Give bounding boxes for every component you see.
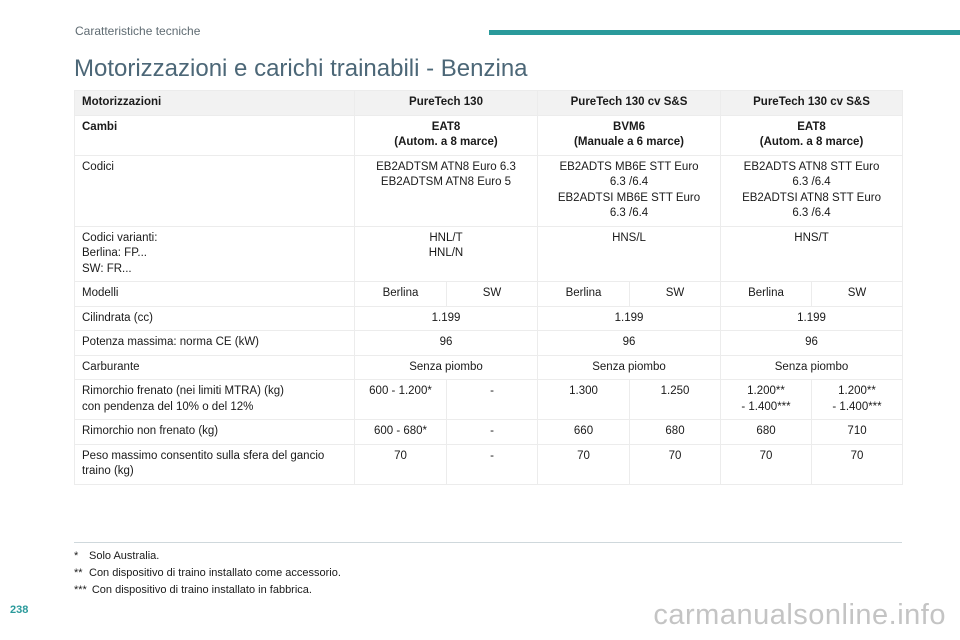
- table-cell: -: [447, 420, 538, 445]
- table-cell: PureTech 130: [355, 91, 538, 116]
- table-cell: EB2ADTS MB6E STT Euro 6.3 /6.4 EB2ADTSI MB6E STT Euro 6.3 /6.4: [538, 155, 721, 226]
- table-cell: -: [447, 444, 538, 484]
- table-cell: Senza piombo: [538, 355, 721, 380]
- table-row: [75, 306, 903, 331]
- table-cell: EB2ADTS ATN8 STT Euro 6.3 /6.4 EB2ADTSI ATN8 STT Euro 6.3 /6.4: [721, 155, 903, 226]
- table-cell: Berlina: [721, 282, 812, 307]
- table-header-row: [75, 91, 903, 116]
- table-cell: SW: [812, 282, 903, 307]
- table-cell: 96: [721, 331, 903, 356]
- footnote-symbol: ***: [74, 584, 87, 596]
- table-row: [75, 444, 903, 484]
- table-row: [75, 155, 903, 226]
- table-cell: SW: [447, 282, 538, 307]
- table-cell: 70: [812, 444, 903, 484]
- table-cell: Senza piombo: [355, 355, 538, 380]
- footnotes: [74, 548, 341, 599]
- table-row: [75, 115, 903, 155]
- table-cell: 600 - 680*: [355, 420, 447, 445]
- footnote-text: Solo Australia.: [89, 550, 160, 562]
- table-row: [75, 380, 903, 420]
- table-cell: 1.250: [630, 380, 721, 420]
- table-cell: -: [447, 380, 538, 420]
- table-cell: PureTech 130 cv S&S: [538, 91, 721, 116]
- table-row: [75, 226, 903, 282]
- footnote-item: [74, 565, 341, 582]
- footnote-item: [74, 548, 341, 565]
- table-cell: 1.199: [538, 306, 721, 331]
- table-cell: 680: [630, 420, 721, 445]
- specs-table: [74, 90, 903, 485]
- table-cell: 70: [721, 444, 812, 484]
- table-cell: 96: [355, 331, 538, 356]
- table-row: [75, 331, 903, 356]
- table-cell: 70: [355, 444, 447, 484]
- table-cell: SW: [630, 282, 721, 307]
- table-cell: EAT8 (Autom. a 8 marce): [721, 115, 903, 155]
- table-cell: EAT8 (Autom. a 8 marce): [355, 115, 538, 155]
- table-cell: HNS/T: [721, 226, 903, 282]
- table-cell: 70: [538, 444, 630, 484]
- page-number: 238: [10, 604, 29, 616]
- table-cell: 70: [630, 444, 721, 484]
- row-label: Motorizzazioni: [75, 91, 355, 116]
- table-row: [75, 355, 903, 380]
- table-cell: Berlina: [355, 282, 447, 307]
- footnote-text: Con dispositivo di traino installato in fabbrica.: [91, 584, 312, 596]
- row-label: Cilindrata (cc): [75, 306, 355, 331]
- table-cell: Senza piombo: [721, 355, 903, 380]
- table-row: [75, 420, 903, 445]
- row-label: Modelli: [75, 282, 355, 307]
- row-label: Cambi: [75, 115, 355, 155]
- section-title: Caratteristiche tecniche: [75, 24, 201, 38]
- footnote-divider: [74, 542, 902, 543]
- row-label: Codici: [75, 155, 355, 226]
- table-cell: 1.199: [355, 306, 538, 331]
- table-cell: HNS/L: [538, 226, 721, 282]
- table-cell: Berlina: [538, 282, 630, 307]
- footnote-text: Con dispositivo di traino installato come accessorio.: [89, 567, 341, 579]
- table-cell: 710: [812, 420, 903, 445]
- footnote-symbol: *: [74, 550, 79, 562]
- table-cell: 660: [538, 420, 630, 445]
- table-cell: EB2ADTSM ATN8 Euro 6.3 EB2ADTSM ATN8 Euro 5: [355, 155, 538, 226]
- table-cell: BVM6 (Manuale a 6 marce): [538, 115, 721, 155]
- row-label: Codici varianti: Berlina: FP... SW: FR...: [75, 226, 355, 282]
- table-cell: 1.199: [721, 306, 903, 331]
- row-label: Potenza massima: norma CE (kW): [75, 331, 355, 356]
- table-cell: 1.300: [538, 380, 630, 420]
- table-cell: 600 - 1.200*: [355, 380, 447, 420]
- table-cell: 680: [721, 420, 812, 445]
- table-cell: 1.200** - 1.400***: [721, 380, 812, 420]
- table-cell: 96: [538, 331, 721, 356]
- row-label: Peso massimo consentito sulla sfera del gancio traino (kg): [75, 444, 355, 484]
- table-row: [75, 282, 903, 307]
- watermark: carmanualsonline.info: [653, 599, 946, 631]
- footnote-symbol: **: [74, 567, 83, 579]
- row-label: Carburante: [75, 355, 355, 380]
- table-cell: PureTech 130 cv S&S: [721, 91, 903, 116]
- footnote-item: [74, 582, 341, 599]
- header-accent-bar: [489, 30, 960, 35]
- row-label: Rimorchio non frenato (kg): [75, 420, 355, 445]
- table-cell: HNL/T HNL/N: [355, 226, 538, 282]
- table-cell: 1.200** - 1.400***: [812, 380, 903, 420]
- row-label: Rimorchio frenato (nei limiti MTRA) (kg) con pendenza del 10% o del 12%: [75, 380, 355, 420]
- page-title: Motorizzazioni e carichi trainabili - Benzina: [74, 55, 528, 82]
